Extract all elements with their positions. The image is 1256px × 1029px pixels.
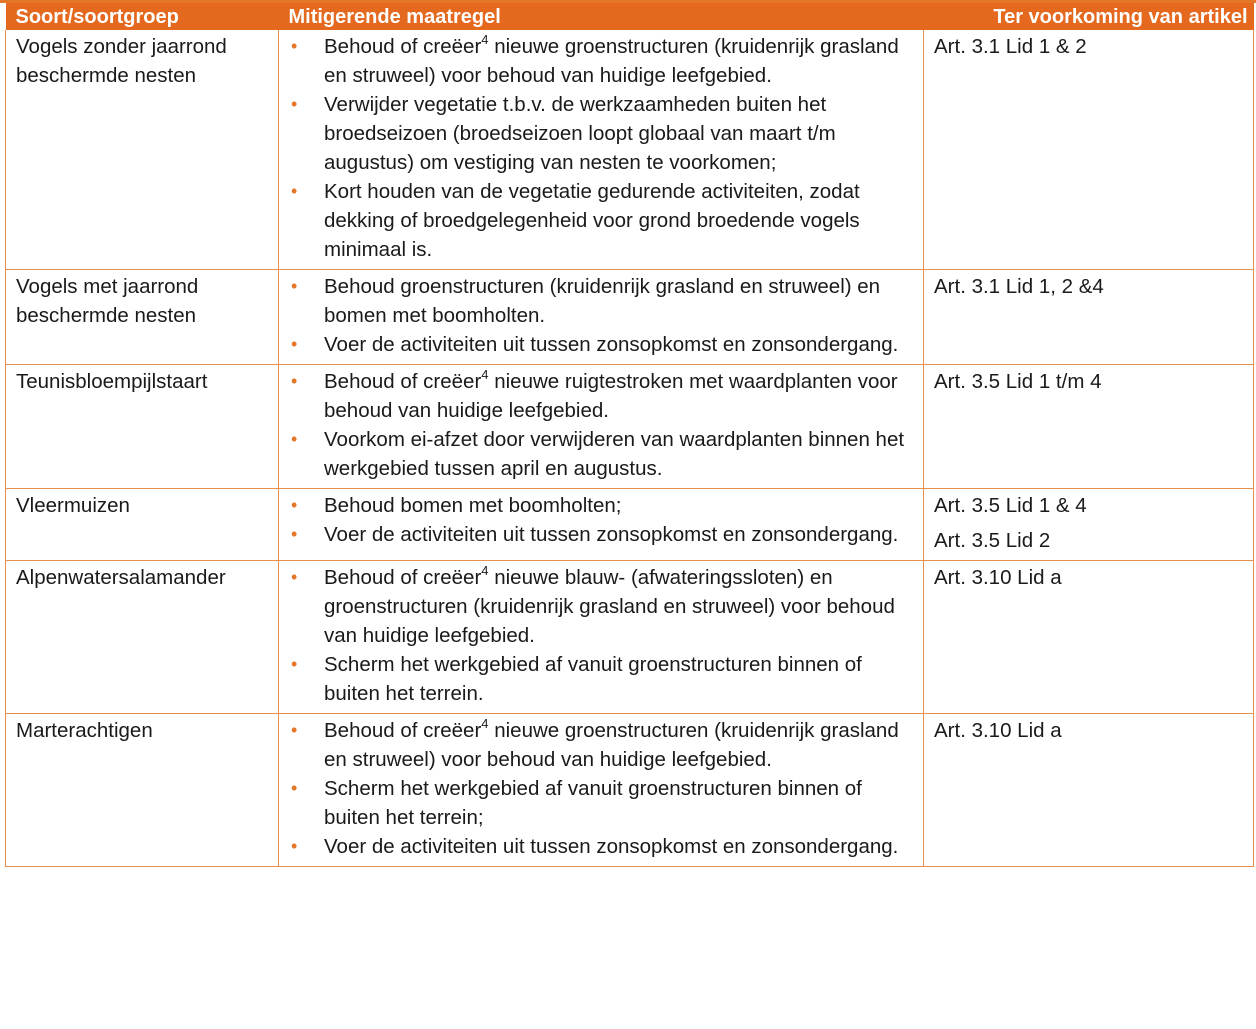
bullet-icon: •	[291, 334, 298, 354]
table-body	[6, 30, 1254, 867]
measures-cell	[279, 714, 924, 867]
table-header	[6, 3, 1254, 30]
measure-text: Voer de activiteiten uit tussen zonsopkomst en zonsondergang.	[324, 835, 899, 858]
table-row	[6, 270, 1254, 365]
species-cell: Marterachtigen	[6, 714, 279, 867]
measures-cell	[279, 270, 924, 365]
measure-text-cont: nieuwe ruigtestroken met waardplanten voor behoud van huidige leefgebied.	[324, 370, 898, 422]
table-row	[6, 561, 1254, 714]
table-row	[6, 489, 1254, 561]
measure-text-cont: nieuwe blauw- (afwateringssloten) en groenstructuren (kruidenrijk grasland en struweel) voor behoud van huidige leefgebied.	[324, 566, 895, 647]
measure-text: Scherm het werkgebied af vanuit groenstructuren binnen of buiten het terrein;	[324, 777, 862, 829]
list-item	[289, 367, 913, 425]
measure-text-cont: nieuwe groenstructuren (kruidenrijk grasland en struweel) voor behoud van huidige leefgebied.	[324, 719, 899, 771]
footnote-ref: 4	[481, 716, 489, 732]
species-cell: Vogels zonder jaarrond beschermde nesten	[6, 30, 279, 270]
bullet-icon: •	[291, 654, 298, 674]
measure-text: Behoud bomen met boomholten;	[324, 494, 622, 517]
article-cell	[924, 561, 1254, 714]
footnote-ref: 4	[481, 32, 489, 48]
measures-list	[289, 367, 913, 483]
article-cell	[924, 270, 1254, 365]
header-species: Soort/soortgroep	[6, 3, 279, 30]
measure-text: Behoud of creëer	[324, 370, 482, 393]
list-item	[289, 330, 913, 359]
measure-text: Behoud of creëer	[324, 719, 482, 742]
bullet-icon: •	[291, 836, 298, 856]
measure-text: Behoud of creëer	[324, 35, 482, 58]
measures-cell	[279, 30, 924, 270]
list-item	[289, 272, 913, 330]
bullet-icon: •	[291, 567, 298, 587]
measure-text: Scherm het werkgebied af vanuit groenstructuren binnen of buiten het terrein.	[324, 653, 862, 705]
footnote-ref: 4	[481, 367, 489, 383]
table-row	[6, 714, 1254, 867]
list-item	[289, 32, 913, 90]
measure-text: Voer de activiteiten uit tussen zonsopkomst en zonsondergang.	[324, 333, 899, 356]
header-row	[6, 3, 1254, 30]
article-cell	[924, 365, 1254, 489]
article-ref: Art. 3.5 Lid 1 t/m 4	[934, 370, 1102, 393]
list-item	[289, 177, 913, 264]
species-cell: Alpenwatersalamander	[6, 561, 279, 714]
article-cell	[924, 30, 1254, 270]
bullet-icon: •	[291, 276, 298, 296]
measure-text: Behoud of creëer	[324, 566, 482, 589]
measures-list	[289, 563, 913, 708]
article-cell	[924, 714, 1254, 867]
bullet-icon: •	[291, 720, 298, 740]
list-item	[289, 491, 913, 520]
footnote-ref: 4	[481, 563, 489, 579]
mitigation-table	[5, 3, 1254, 867]
measures-cell	[279, 365, 924, 489]
bullet-icon: •	[291, 778, 298, 798]
list-item	[289, 425, 913, 483]
measure-text: Verwijder vegetatie t.b.v. de werkzaamheden buiten het broedseizoen (broedseizoen loopt globaal van maart t/m augustus) om vestiging van nesten te voorkomen;	[324, 93, 836, 174]
species-cell: Teunisbloempijlstaart	[6, 365, 279, 489]
measures-list	[289, 491, 913, 549]
article-ref: Art. 3.10 Lid a	[934, 566, 1062, 589]
article-ref: Art. 3.1 Lid 1 & 2	[934, 35, 1087, 58]
measure-text-cont: nieuwe groenstructuren (kruidenrijk grasland en struweel) voor behoud van huidige leefgebied.	[324, 35, 899, 87]
measure-text: Voorkom ei-afzet door verwijderen van waardplanten binnen het werkgebied tussen april en augustus.	[324, 428, 905, 480]
bullet-icon: •	[291, 495, 298, 515]
list-item	[289, 716, 913, 774]
table-row	[6, 365, 1254, 489]
article-ref: Art. 3.10 Lid a	[934, 719, 1062, 742]
article-ref: Art. 3.5 Lid 2	[934, 529, 1051, 552]
list-item	[289, 90, 913, 177]
header-measures: Mitigerende maatregel	[279, 3, 924, 30]
header-article: Ter voorkoming van artikel	[924, 3, 1254, 30]
species-cell: Vogels met jaarrond beschermde nesten	[6, 270, 279, 365]
bullet-icon: •	[291, 181, 298, 201]
bullet-icon: •	[291, 36, 298, 56]
measure-text: Behoud groenstructuren (kruidenrijk grasland en struweel) en bomen met boomholten.	[324, 275, 881, 327]
table-row	[6, 30, 1254, 270]
species-cell: Vleermuizen	[6, 489, 279, 561]
bullet-icon: •	[291, 524, 298, 544]
measures-list	[289, 272, 913, 359]
article-cell	[924, 489, 1254, 561]
measure-text: Kort houden van de vegetatie gedurende activiteiten, zodat dekking of broedgelegenheid voor grond broedende vogels minimaal is.	[324, 180, 860, 261]
article-ref: Art. 3.1 Lid 1, 2 &4	[934, 275, 1104, 298]
list-item	[289, 832, 913, 861]
list-item	[289, 563, 913, 650]
measures-cell	[279, 561, 924, 714]
bullet-icon: •	[291, 371, 298, 391]
list-item	[289, 774, 913, 832]
list-item	[289, 520, 913, 549]
measures-cell	[279, 489, 924, 561]
measures-list	[289, 32, 913, 264]
article-ref: Art. 3.5 Lid 1 & 4	[934, 494, 1087, 517]
measures-list	[289, 716, 913, 861]
bullet-icon: •	[291, 94, 298, 114]
list-item	[289, 650, 913, 708]
measure-text: Voer de activiteiten uit tussen zonsopkomst en zonsondergang.	[324, 523, 899, 546]
bullet-icon: •	[291, 429, 298, 449]
